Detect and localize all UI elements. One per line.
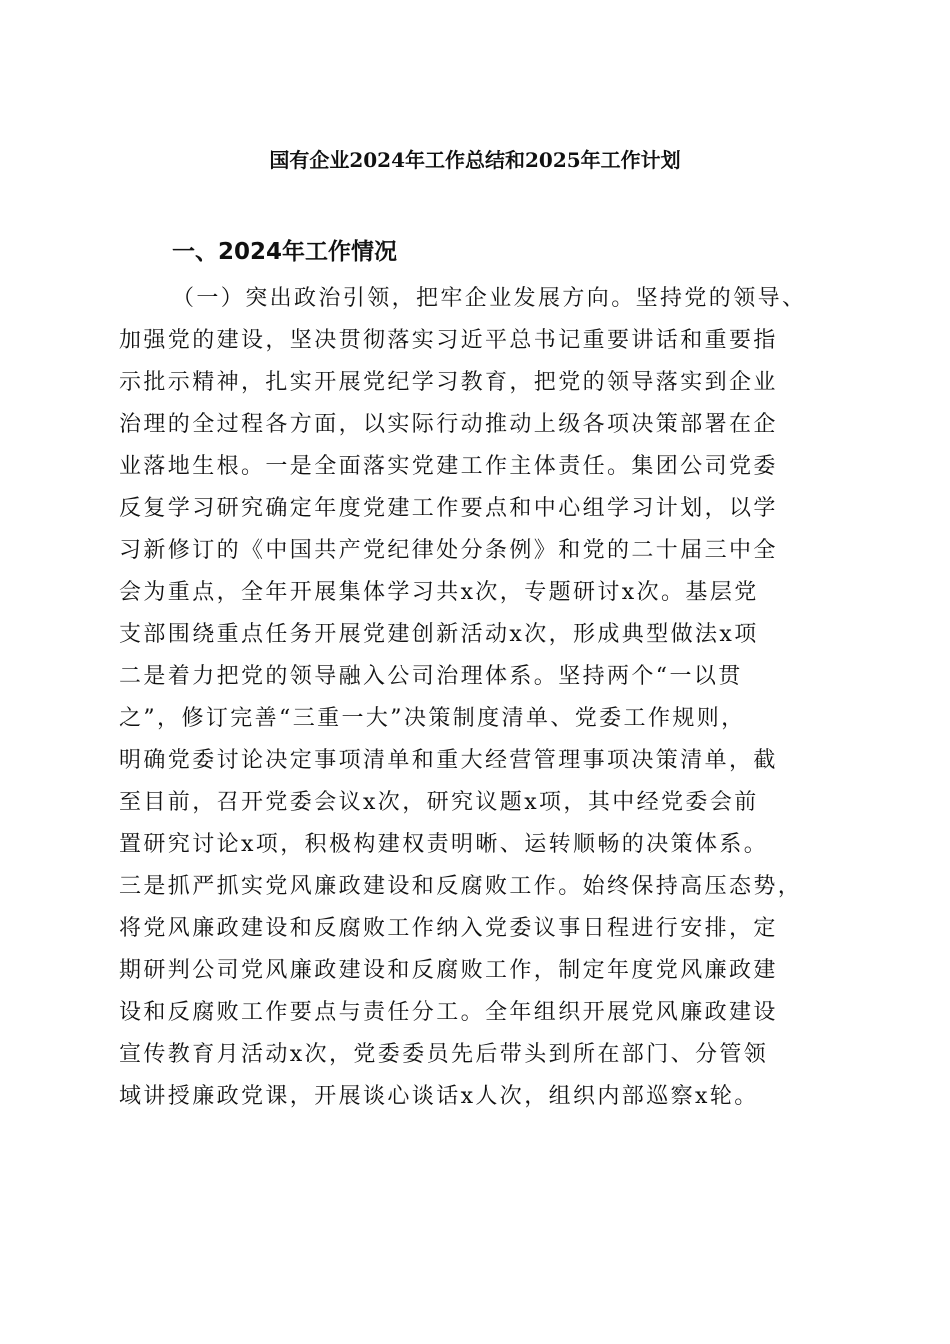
paragraph-line: 二是着力把党的领导融入公司治理体系。坚持两个“一以贯: [119, 664, 743, 689]
paragraph-line: 加强党的建设，坚决贯彻落实习近平总书记重要讲话和重要指: [119, 328, 778, 353]
paragraph-line: 设和反腐败工作要点与责任分工。全年组织开展党风廉政建设: [119, 1000, 778, 1025]
paragraph-line: 期研判公司党风廉政建设和反腐败工作，制定年度党风廉政建: [119, 958, 778, 983]
paragraph-line: 习新修订的《中国共产党纪律处分条例》和党的二十届三中全: [119, 538, 778, 563]
paragraph-line: （一）突出政治引领，把牢企业发展方向。坚持党的领导、: [172, 286, 807, 311]
paragraph-line: 三是抓严抓实党风廉政建设和反腐败工作。始终保持高压态势，: [119, 874, 803, 899]
document-title: 国有企业2024年工作总结和2025年工作计划: [269, 148, 681, 172]
paragraph-line: 域讲授廉政党课，开展谈心谈话x人次，组织内部巡察x轮。: [119, 1084, 759, 1109]
paragraph-line: 反复学习研究确定年度党建工作要点和中心组学习计划，以学: [119, 496, 778, 521]
paragraph-line: 业落地生根。一是全面落实党建工作主体责任。集团公司党委: [119, 454, 778, 479]
paragraph-line: 至目前，召开党委会议x次，研究议题x项，其中经党委会前: [119, 790, 759, 815]
section-heading: 一、2024年工作情况: [172, 239, 398, 265]
paragraph-line: 宣传教育月活动x次，党委委员先后带头到所在部门、分管领: [119, 1042, 769, 1067]
paragraph-line: 之”，修订完善“三重一大”决策制度清单、党委工作规则，: [119, 706, 746, 731]
paragraph-line: 治理的全过程各方面，以实际行动推动上级各项决策部署在企: [119, 412, 778, 437]
paragraph-line: 明确党委讨论决定事项清单和重大经营管理事项决策清单，截: [119, 748, 778, 773]
paragraph-line: 置研究讨论x项，积极构建权责明晰、运转顺畅的决策体系。: [119, 832, 769, 857]
paragraph-line: 会为重点，全年开展集体学习共x次，专题研讨x次。基层党: [119, 580, 759, 605]
paragraph-line: 支部围绕重点任务开展党建创新活动x次，形成典型做法x项: [119, 622, 759, 647]
paragraph-line: 示批示精神，扎实开展党纪学习教育，把党的领导落实到企业: [119, 370, 778, 395]
paragraph-line: 将党风廉政建设和反腐败工作纳入党委议事日程进行安排，定: [119, 916, 778, 941]
